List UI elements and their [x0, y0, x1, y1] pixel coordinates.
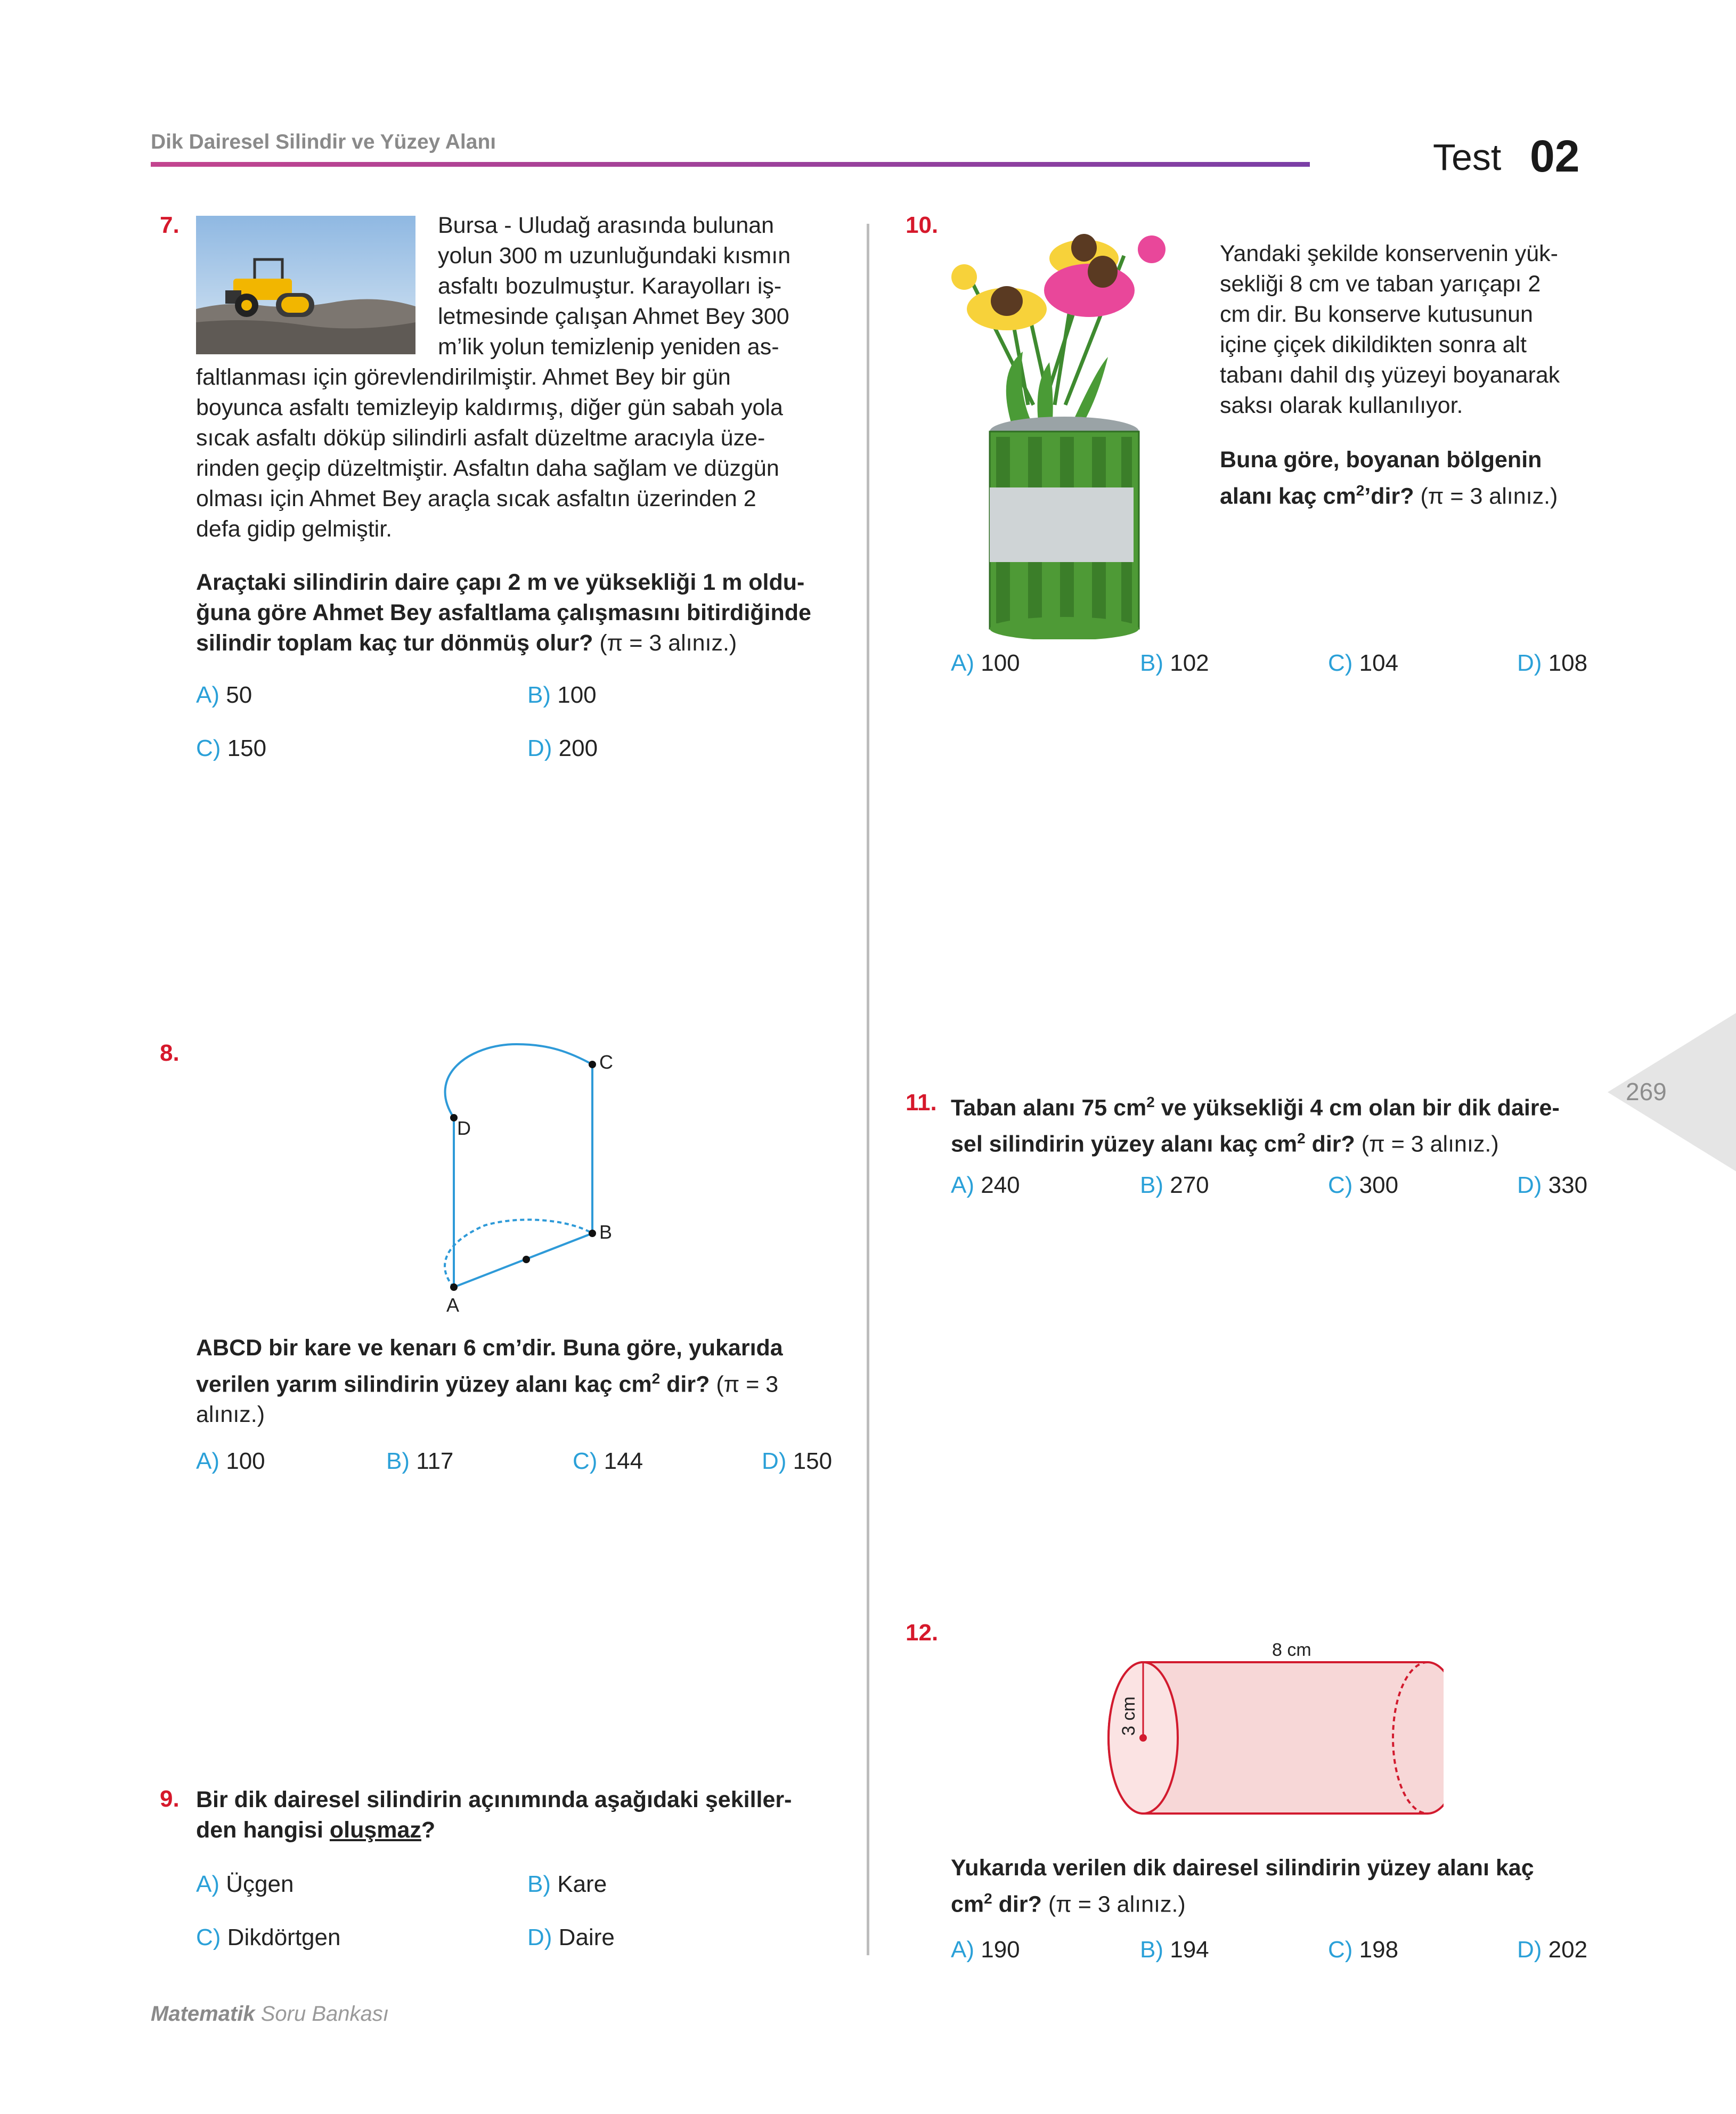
- q7-line: sıcak asfaltı döküp silindirli asfalt düzeltme aracıyla üze-: [196, 425, 765, 451]
- q7-option-b[interactable]: B) 100: [527, 682, 597, 708]
- label-c: C: [599, 1051, 613, 1073]
- label-d: D: [457, 1117, 471, 1139]
- pi-note: (π = 3: [716, 1371, 779, 1397]
- q8-option-a[interactable]: A) 100: [196, 1448, 265, 1474]
- q7-line: letmesinde çalışan Ahmet Bey 300: [438, 304, 789, 329]
- q9-option-d[interactable]: D) Daire: [527, 1924, 615, 1950]
- question-number-7: 7.: [160, 212, 180, 238]
- q11-option-b[interactable]: B) 270: [1140, 1172, 1209, 1198]
- q11-question-line: sel silindirin yüzey alanı kaç $cm^2$ dir? (π = 3 alınız.): [951, 1130, 1499, 1157]
- length-label: 8 cm: [1272, 1640, 1311, 1660]
- q10-line: cm dir. Bu konserve kutusunun: [1220, 302, 1533, 327]
- q12-option-d[interactable]: D) 202: [1517, 1937, 1588, 1963]
- can: [990, 417, 1139, 639]
- q9-option-b[interactable]: B) Kare: [527, 1871, 607, 1897]
- emphasis-word: oluşmaz: [329, 1817, 421, 1843]
- q10-option-a[interactable]: A) 100: [951, 650, 1020, 676]
- q11-option-a[interactable]: A) 240: [951, 1172, 1020, 1198]
- q8-question-line: verilen yarım silindirin yüzey alanı kaç cm: [196, 1371, 652, 1397]
- label-b: B: [599, 1221, 613, 1243]
- q10-line: içine çiçek dikildikten sonra alt: [1220, 332, 1527, 357]
- q11-question-line: Taban alanı 75 $cm^2$ ve yüksekliği 4 cm olan bir dik daire-: [951, 1094, 1560, 1121]
- q7-line: m’lik yolun temizlenip yeniden as-: [438, 334, 779, 360]
- pi-note: (π = 3 alınız.): [599, 630, 737, 656]
- question-number-12: 12.: [906, 1620, 939, 1646]
- pi-note: (π = 3 alınız.): [1361, 1131, 1499, 1157]
- q8-question-line: ABCD bir kare ve kenarı 6 cm’dir. Buna göre, yukarıda: [196, 1335, 783, 1361]
- flower-can-image: [948, 224, 1183, 639]
- q7-line: yolun 300 m uzunluğundaki kısmın: [438, 243, 791, 269]
- yellow-bud: [951, 264, 977, 290]
- question-number-10: 10.: [906, 212, 939, 238]
- test-label: Test: [1433, 136, 1502, 178]
- label-a: A: [446, 1294, 460, 1316]
- q7-line: asfaltı bozulmuştur. Karayolları iş-: [438, 273, 782, 299]
- q7-line: rinden geçip düzeltmiştir. Asfaltın daha sağlam ve düzgün: [196, 456, 779, 481]
- q7-option-c[interactable]: C) 150: [196, 735, 267, 761]
- q7-line: faltlanması için görevlendirilmiştir. Ahmet Bey bir gün: [196, 364, 731, 390]
- half-cylinder-figure: [415, 1034, 639, 1321]
- q12-option-b[interactable]: B) 194: [1140, 1937, 1209, 1963]
- q7-line: Bursa - Uludağ arasında bulunan: [438, 213, 775, 238]
- q10-option-c[interactable]: C) 104: [1328, 650, 1399, 676]
- q8-option-d[interactable]: D) 150: [762, 1448, 833, 1474]
- radius-label: 3 cm: [1119, 1696, 1139, 1736]
- road-roller-image: [196, 216, 415, 354]
- q7-question-line: Araçtaki silindirin daire çapı 2 m ve yüksekliği 1 m oldu-: [196, 570, 805, 595]
- question-number-9: 9.: [160, 1786, 180, 1812]
- column-divider: [867, 224, 869, 1955]
- q8-option-c[interactable]: C) 144: [573, 1448, 643, 1474]
- q7-option-a[interactable]: A) 50: [196, 682, 252, 708]
- pi-note: (π = 3 alınız.): [1420, 483, 1558, 509]
- q10-line: sekliği 8 cm ve taban yarıçapı 2: [1220, 271, 1541, 297]
- q11-option-d[interactable]: D) 330: [1517, 1172, 1588, 1198]
- q10-option-d[interactable]: D) 108: [1517, 650, 1588, 676]
- header-rule: [151, 162, 1310, 167]
- q7-question-line: silindir toplam kaç tur dönmüş olur?: [196, 630, 593, 656]
- pink-bud: [1138, 235, 1166, 263]
- question-number-11: 11.: [906, 1089, 937, 1116]
- q9-option-c[interactable]: C) Dikdörtgen: [196, 1924, 341, 1950]
- question-number-8: 8.: [160, 1040, 180, 1066]
- q12-option-a[interactable]: A) 190: [951, 1937, 1020, 1963]
- q10-option-b[interactable]: B) 102: [1140, 650, 1209, 676]
- q12-option-c[interactable]: C) 198: [1328, 1937, 1399, 1963]
- q12-question-line: $cm^2$ dir? (π = 3 alınız.): [951, 1890, 1186, 1917]
- q12-question-line: Yukarıda verilen dik dairesel silindirin yüzey alanı kaç: [951, 1855, 1534, 1881]
- q7-line: boyunca asfaltı temizleyip kaldırmış, diğer gün sabah yola: [196, 395, 783, 420]
- cylinder-figure: [1103, 1636, 1444, 1827]
- q7-line: defa gidip gelmiştir.: [196, 516, 393, 542]
- pi-note: (π = 3 alınız.): [1048, 1891, 1186, 1917]
- q7-question-line: ğuna göre Ahmet Bey asfaltlama çalışmasını bitirdiğinde: [196, 600, 811, 625]
- q7-option-d[interactable]: D) 200: [527, 735, 598, 761]
- q11-option-c[interactable]: C) 300: [1328, 1172, 1399, 1198]
- q8-option-b[interactable]: B) 117: [386, 1448, 454, 1474]
- footer: Matematik Soru Bankası: [151, 2002, 389, 2026]
- q9-option-a[interactable]: A) Üçgen: [196, 1871, 294, 1897]
- q10-line: tabanı dahil dış yüzeyi boyanarak: [1220, 362, 1560, 388]
- q10-line: saksı olarak kullanılıyor.: [1220, 393, 1463, 418]
- q10-question-line: Buna göre, boyanan bölgenin: [1220, 447, 1542, 473]
- q10-line: Yandaki şekilde konservenin yük-: [1220, 241, 1558, 266]
- q7-line: olması için Ahmet Bey araçla sıcak asfaltın üzerinden 2: [196, 486, 756, 511]
- page-number: 269: [1626, 1078, 1667, 1105]
- section-title: Dik Dairesel Silindir ve Yüzey Alanı: [151, 131, 496, 153]
- test-number: 02: [1530, 131, 1580, 181]
- q9-question-line: Bir dik dairesel silindirin açınımında aşağıdaki şekiller-: [196, 1787, 792, 1812]
